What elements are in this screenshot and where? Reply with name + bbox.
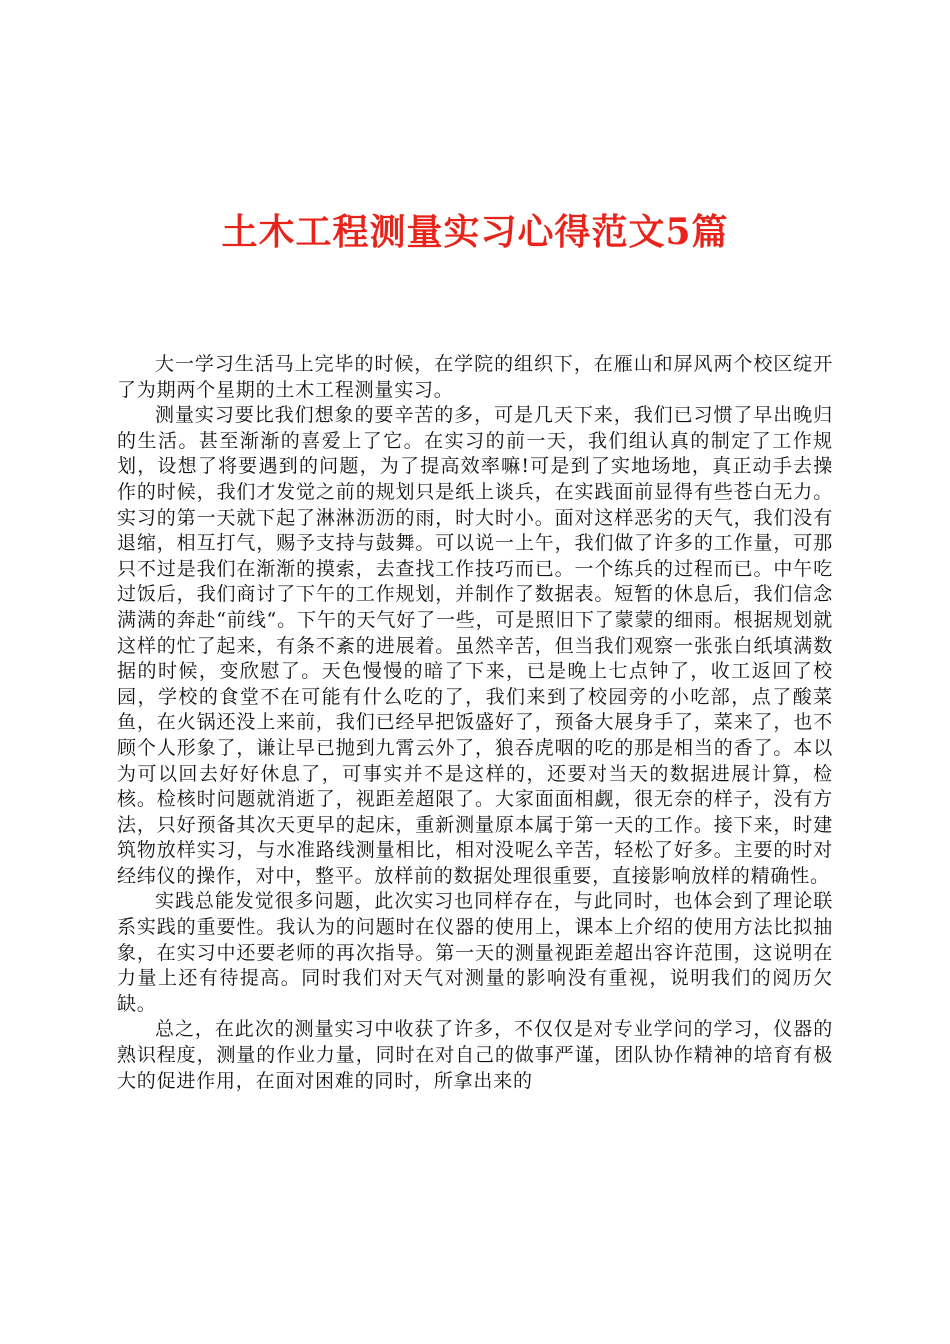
paragraph-problems: 实践总能发觉很多问题，此次实习也同样存在，与此同时，也体会到了理论联系实践的重要性。我认为的问题时在仪器的使用上，课本上介绍的使用方法比拟抽象，在实习中还要老师的再次指导。第一天的测量视距差超出容许范围，这说明在力量上还有待提高。同时我们对天气对测量的影响没有重视，说明我们的阅历欠缺。 (117, 890, 833, 1015)
paragraph-experience: 测量实习要比我们想象的要辛苦的多，可是几天下来，我们已习惯了早出晚归的生活。甚至渐渐的喜爱上了它。在实习的前一天，我们组认真的制定了工作规划，设想了将要遇到的问题，为了提高效率嘛!可是到了实地场地，真正动手去操作的时候，我们才发觉之前的规划只是纸上谈兵，在实践面前显得有些苍白无力。实习的第一天就下起了淋淋沥沥的雨，时大时小。面对这样恶劣的天气，我们没有退缩，相互打气，赐予支持与鼓舞。可以说一上午，我们做了许多的工作量，可那只不过是我们在渐渐的摸索，去查找工作技巧而已。一个练兵的过程而已。中午吃过饭后，我们商讨了下午的工作规划，并制作了数据表。短暂的休息后，我们信念满满的奔赴“前线“。下午的天气好了一些，可是照旧下了蒙蒙的细雨。根据规划就这样的忙了起来，有条不紊的进展着。虽然辛苦，但当我们观察一张张白纸填满数据的时候，变欣慰了。天色慢慢的暗了下来，已是晚上七点钟了，收工返回了校园，学校的食堂不在可能有什么吃的了，我们来到了校园旁的小吃部，点了酸菜鱼，在火锅还没上来前，我们已经早把饭盛好了，预备大展身手了，菜来了，也不顾个人形象了，谦让早已抛到九霄云外了，狼吞虎咽的吃的那是相当的香了。本以为可以回去好好休息了，可事实并不是这样的，还要对当天的数据进展计算，检核。检核时问题就消逝了，视距差超限了。大家面面相觑，很无奈的样子，没有方法，只好预备其次天更早的起床，重新测量原本属于第一天的工作。接下来，时建筑物放样实习，与水准路线测量相比，相对没呢么辛苦，轻松了好多。主要的时对经纬仪的操作，对中，整平。放样前的数据处理很重要，直接影响放样的精确性。 (117, 404, 833, 887)
document-body (117, 352, 833, 1094)
document-title: 土木工程测量实习心得范文5篇 (221, 211, 729, 253)
paragraph-summary: 总之，在此次的测量实习中收获了许多，不仅仅是对专业学问的学习，仪器的熟识程度，测量的作业力量，同时在对自己的做事严谨，团队协作精神的培育有极大的促进作用，在面对困难的同时，所拿出来的 (117, 1018, 833, 1092)
paragraph-intro: 大一学习生活马上完毕的时候，在学院的组织下，在雁山和屏风两个校区绽开了为期两个星期的土木工程测量实习。 (117, 353, 833, 401)
